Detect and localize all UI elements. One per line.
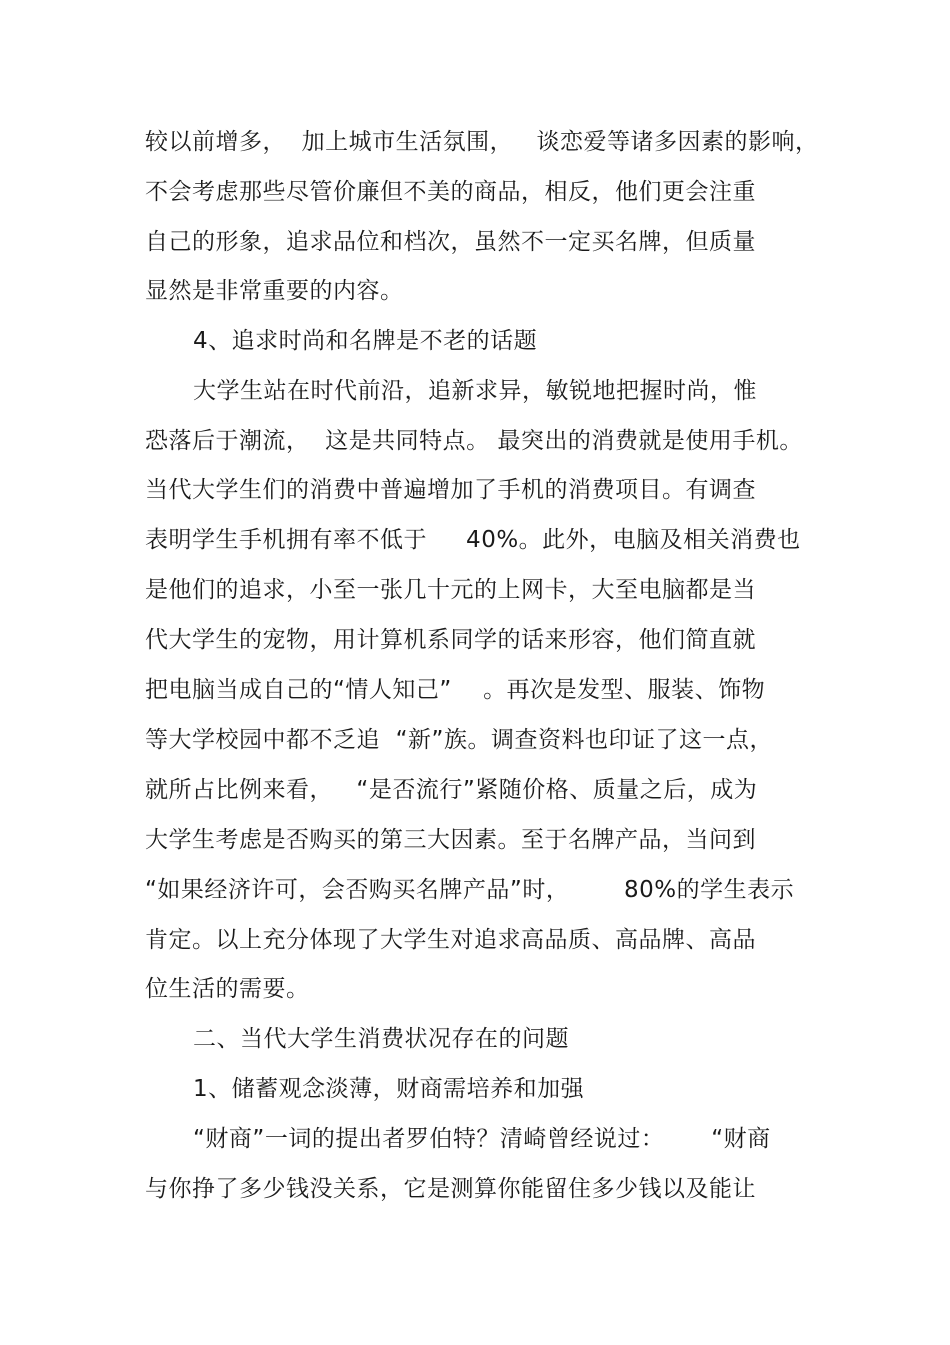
- text-line: 代大学生的宠物，用计算机系同学的话来形容，他们简直就: [145, 627, 756, 653]
- text-line: 位生活的需要。: [145, 976, 310, 1002]
- text-line: 大学生站在时代前沿，追新求异，敏锐地把握时尚，惟: [193, 378, 757, 404]
- text-line: 大学生考虑是否购买的第三大因素。至于名牌产品，当问到: [145, 827, 756, 853]
- text-line: 自己的形象，追求品位和档次，虽然不一定买名牌，但质量: [145, 229, 756, 255]
- text-line: “如果经济许可，会否购买名牌产品”时， 80%的学生表示: [145, 877, 795, 903]
- text-line: 恐落后于潮流， 这是共同特点。 最突出的消费就是使用手机。: [145, 428, 803, 454]
- section-heading: 4、追求时尚和名牌是不老的话题: [193, 328, 538, 354]
- text-line: 当代大学生们的消费中普遍增加了手机的消费项目。有调查: [145, 477, 756, 503]
- text-line: 等大学校园中都不乏追 “新”族。调查资料也印证了这一点，: [145, 727, 773, 753]
- text-line: 把电脑当成自己的“情人知己” 。再次是发型、服装、饰物: [145, 677, 766, 703]
- text-line: 不会考虑那些尽管价廉但不美的商品，相反，他们更会注重: [145, 179, 756, 205]
- text-line: 肯定。以上充分体现了大学生对追求高品质、高品牌、高品: [145, 927, 756, 953]
- text-line: 显然是非常重要的内容。: [145, 278, 404, 304]
- text-line: 就所占比例来看， “是否流行”紧随价格、质量之后，成为: [145, 777, 758, 803]
- text-line: 较以前增多， 加上城市生活氛围， 谈恋爱等诸多因素的影响，: [145, 129, 819, 155]
- text-line: 与你挣了多少钱没关系，它是测算你能留住多少钱以及能让: [145, 1176, 756, 1202]
- section-heading: 1、储蓄观念淡薄，财商需培养和加强: [193, 1076, 585, 1102]
- text-line: “财商”一词的提出者罗伯特？清崎曾经说过： “财商: [193, 1126, 771, 1152]
- text-line: 是他们的追求，小至一张几十元的上网卡，大至电脑都是当: [145, 577, 756, 603]
- section-heading: 二、当代大学生消费状况存在的问题: [193, 1026, 569, 1052]
- text-line: 表明学生手机拥有率不低于 40%。此外，电脑及相关消费也: [145, 527, 801, 553]
